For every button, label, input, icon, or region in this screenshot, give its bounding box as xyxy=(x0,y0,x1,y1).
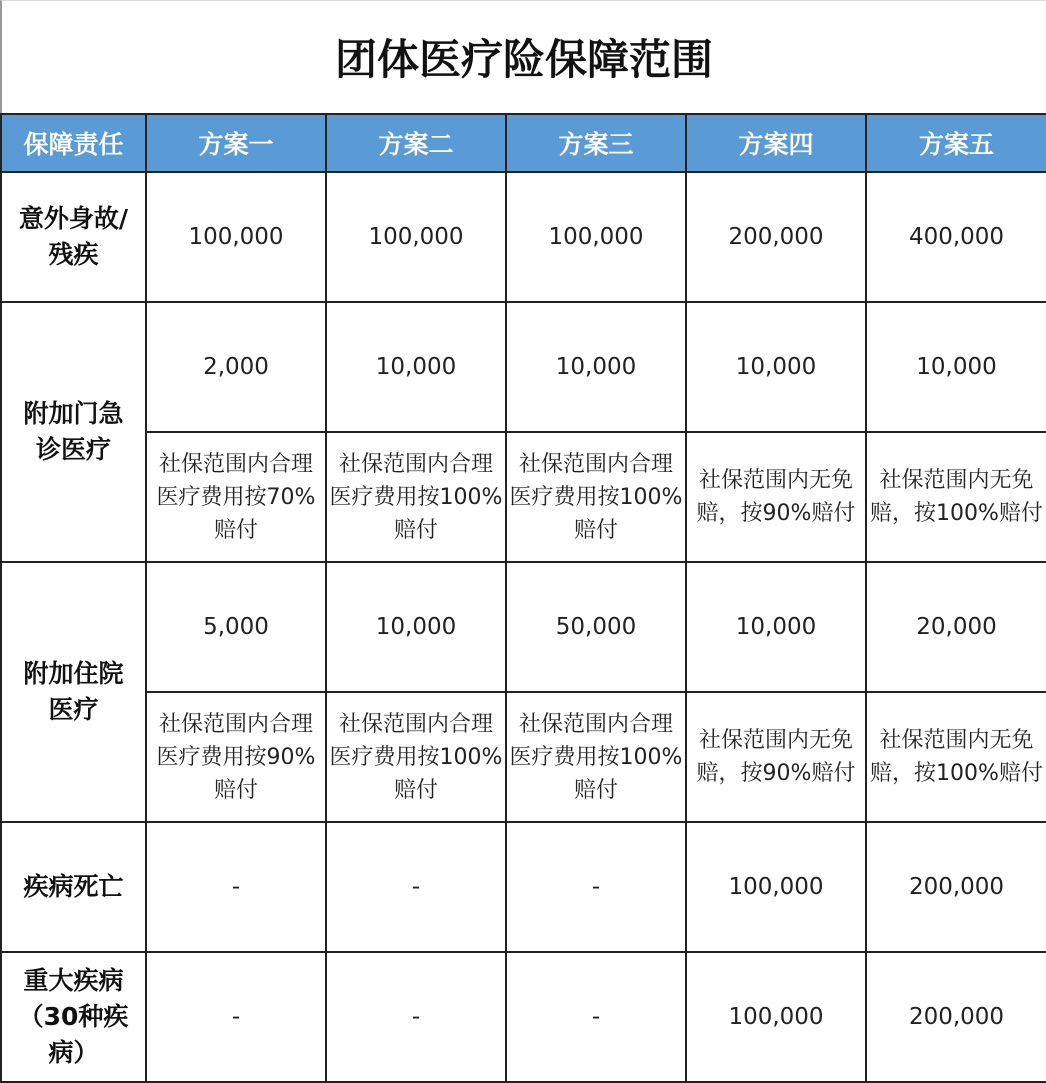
value-cell: 200,000 xyxy=(686,172,866,302)
value-cell: 50,000 xyxy=(506,562,686,692)
value-cell: 200,000 xyxy=(866,822,1046,952)
value-cell: 5,000 xyxy=(146,562,326,692)
value-cell: 100,000 xyxy=(146,172,326,302)
row-label: 意外身故/残疾 xyxy=(1,172,146,302)
value-cell: 10,000 xyxy=(326,302,506,432)
value-cell: 100,000 xyxy=(326,172,506,302)
header-cell: 方案二 xyxy=(326,114,506,172)
value-cell: 400,000 xyxy=(866,172,1046,302)
value-cell: - xyxy=(146,822,326,952)
value-cell: 100,000 xyxy=(686,822,866,952)
value-cell: 20,000 xyxy=(866,562,1046,692)
value-cell: - xyxy=(326,952,506,1082)
header-cell: 方案四 xyxy=(686,114,866,172)
header-cell: 方案五 xyxy=(866,114,1046,172)
table-row xyxy=(1,952,1046,1082)
row-label: 附加门急诊医疗 xyxy=(1,302,146,562)
value-cell: - xyxy=(146,952,326,1082)
note-cell: 社保范围内无免赔，按100%赔付 xyxy=(866,432,1046,562)
note-cell: 社保范围内合理医疗费用按100%赔付 xyxy=(506,692,686,822)
row-label: 附加住院医疗 xyxy=(1,562,146,822)
value-cell: - xyxy=(326,822,506,952)
value-cell: 10,000 xyxy=(506,302,686,432)
table-row xyxy=(1,562,1046,692)
row-label: 重大疾病（30种疾病） xyxy=(1,952,146,1082)
note-cell: 社保范围内无免赔，按90%赔付 xyxy=(686,432,866,562)
coverage-table xyxy=(0,113,1046,1083)
note-cell: 社保范围内合理医疗费用按100%赔付 xyxy=(506,432,686,562)
note-cell: 社保范围内合理医疗费用按100%赔付 xyxy=(326,692,506,822)
table-row xyxy=(1,302,1046,432)
header-row xyxy=(1,114,1046,172)
value-cell: 2,000 xyxy=(146,302,326,432)
note-cell: 社保范围内无免赔，按90%赔付 xyxy=(686,692,866,822)
header-cell: 方案一 xyxy=(146,114,326,172)
value-cell: 100,000 xyxy=(686,952,866,1082)
row-label: 疾病死亡 xyxy=(1,822,146,952)
table-row xyxy=(1,692,1046,822)
value-cell: 10,000 xyxy=(326,562,506,692)
value-cell: 200,000 xyxy=(866,952,1046,1082)
header-cell: 方案三 xyxy=(506,114,686,172)
page-title: 团体医疗险保障范围 xyxy=(0,0,1046,113)
value-cell: - xyxy=(506,952,686,1082)
table-row xyxy=(1,172,1046,302)
note-cell: 社保范围内合理医疗费用按100%赔付 xyxy=(326,432,506,562)
header-cell: 保障责任 xyxy=(1,114,146,172)
table-row xyxy=(1,822,1046,952)
value-cell: 10,000 xyxy=(686,562,866,692)
value-cell: - xyxy=(506,822,686,952)
table-row xyxy=(1,432,1046,562)
note-cell: 社保范围内合理医疗费用按70%赔付 xyxy=(146,432,326,562)
value-cell: 10,000 xyxy=(866,302,1046,432)
note-cell: 社保范围内无免赔，按100%赔付 xyxy=(866,692,1046,822)
value-cell: 10,000 xyxy=(686,302,866,432)
note-cell: 社保范围内合理医疗费用按90%赔付 xyxy=(146,692,326,822)
value-cell: 100,000 xyxy=(506,172,686,302)
